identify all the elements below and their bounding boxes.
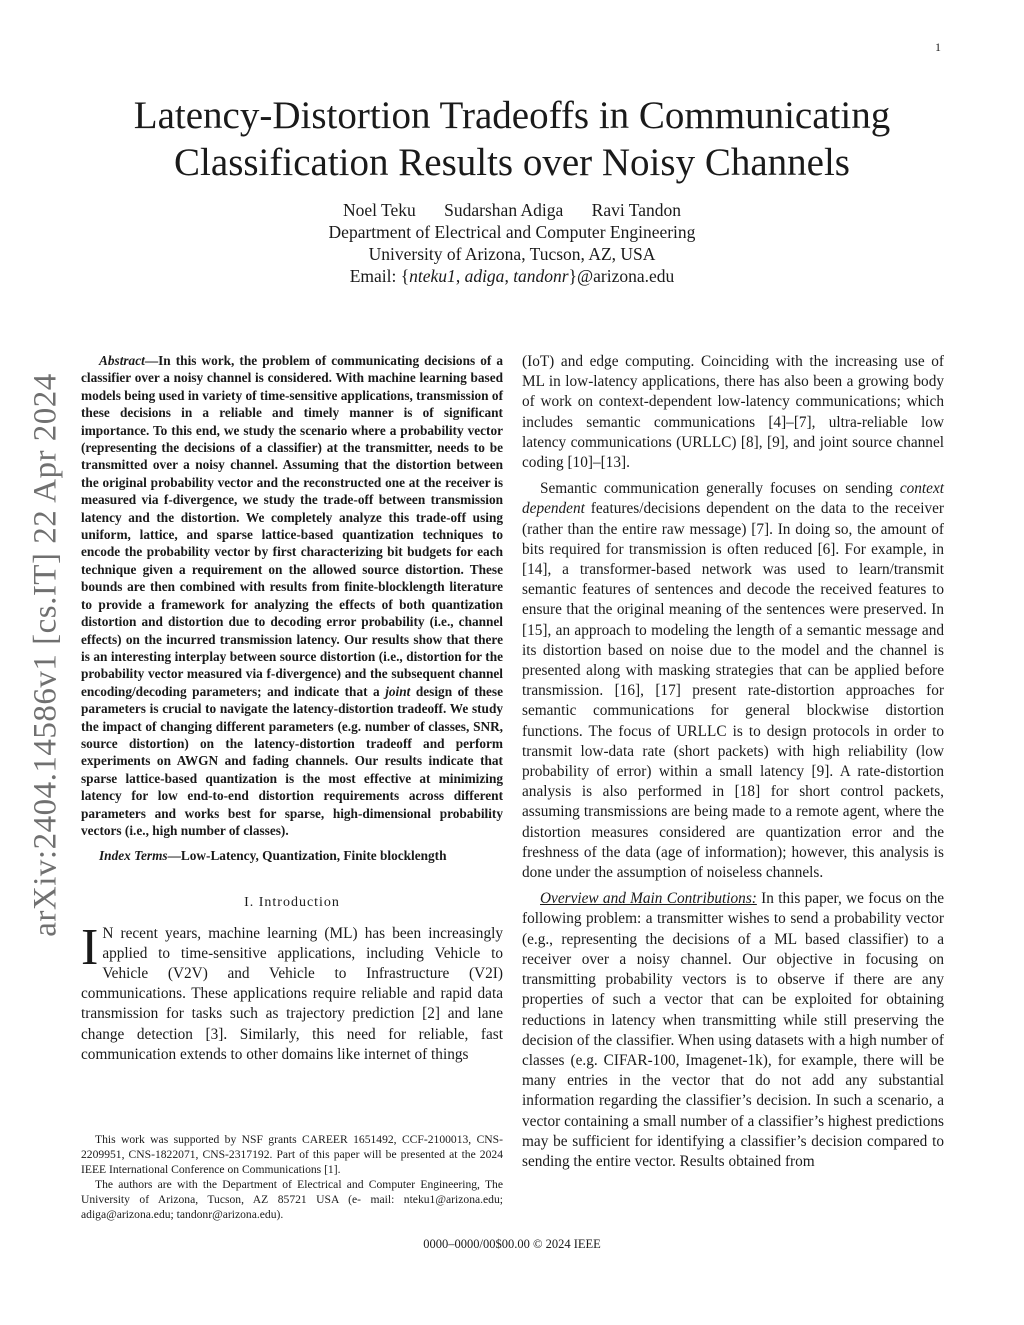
abstract-text: —In this work, the problem of communicating decisions of a classifier over a noisy channel is considered. With machine learning based models being used in variety of time-sensitive applications, transmission of these decisions in a reliable and timely manner is of significant importance. To this end, we study the scenario where a probability vector (representing the decisions of a classifier) at the transmitter, needs to be transmitted over a noisy channel. Assuming that the distortion between the original probability vector and the reconstructed one at the receiver is measured via f-divergence, we study the trade-off between transmission latency and the distortion. We completely analyze this trade-off using uniform, lattice, and sparse lattice-based quantization techniques to encode the probability vector by first characterizing bit budgets for each technique given a requirement on the allowed source distortion. These bounds are then combined with results from finite-blocklength literature to provide a framework for analyzing the effects of both quantization distortion and distortion due to decoding error probability (i.e., channel effects) on the incurred transmission latency. Our results show that there is an interesting interplay between source distortion (i.e., distortion for the probability vector measured via f-divergence) and the subsequent channel encoding/decoding parameters; and indicate that a [81,353,503,699]
body-text: In this paper, we focus on the following problem: a transmitter wishes to send a probability vector (e.g., representing the decisions of a ML based classifier) to a receiver over a noisy channel. Our objective in focusing on transmitting probability vectors is to observe if there are any properties of such a vector that can be exploited for obtaining reductions in latency when transmitting while still preserving the decision of the classifier. When using datasets with a high number of classes (e.g. CIFAR-100, Imagenet-1k), for example, there will be many entries in the vector that do not add any substantial information regarding the classifier’s decision. In such a scenario, a vector containing a small number of a classifier’s highest predictions may be sufficient for identifying a classifier’s decision compared to sending the entire vector. Results obtained from [522,890,945,1170]
author-name: Noel Teku [342,200,416,220]
paper-title [0,92,1024,186]
abstract [81,352,503,839]
index-terms-label: Index Terms [99,848,168,864]
email-prefix: Email: { [349,266,410,286]
index-terms-text: —Low-Latency, Quantization, Finite blocklength [167,848,447,864]
email-line [0,265,1024,287]
body-paragraph: (IoT) and edge computing. Coinciding with the increasing use of ML in low-latency applications, there has also been a growing body of work on context-dependent low-latency communications; which includes semantic communications [4]–[7], ultra-reliable low latency communications (URLLC) [8], [9], and joint source channel coding [10]–[13]. [522,353,944,472]
title-line-1: Latency-Distortion Tradeoffs in Communicating [133,94,891,137]
abstract-label: Abstract [99,353,145,368]
email-user: tandonr [513,266,569,286]
page-number: 1 [935,40,941,54]
email-separator: , [455,266,465,286]
intro-text: N recent years, machine learning (ML) has been increasingly applied to time-sensitive applications, including Vehicle to Vehicle (V2V) and Vehicle to Infrastructure (V2I) communications. These applications require reliable and rapid data transmission for tasks such as trajectory prediction [2] and lane change detection [3]. Similarly, this need for reliable, fast communication extends to other domains like internet of things [81,924,503,1063]
body-emphasis: context dependent [522,480,944,518]
university: University of Arizona, Tucson, AZ, USA [368,244,656,264]
email-separator: , [504,266,514,286]
arxiv-identifier: arXiv:2404.14586v1 [cs.IT] 22 Apr 2024 [27,373,64,937]
body-text: Semantic communication generally focuses on sending [540,480,900,498]
email-suffix: }@arizona.edu [568,266,675,286]
drop-cap: I [81,918,99,976]
author-name: Ravi Tandon [591,200,681,220]
email-user: nteku1 [409,266,456,286]
section-heading: I. Introduction [244,895,340,911]
intro-paragraph [81,918,503,1065]
author-block [0,199,1024,287]
abstract-emphasis: joint [385,683,411,699]
copyright-notice: 0000–0000/00$00.00 © 2024 IEEE [423,1237,601,1251]
footnote [81,1132,503,1222]
footnote-affiliation: The authors are with the Department of Electrical and Computer Engineering, The University of Arizona, Tucson, AZ 85721 USA (e- mail: nteku1@arizona.edu; adiga@arizona.edu; tandonr@arizona.edu). [81,1178,503,1221]
paragraph-heading: Overview and Main Contributions: [540,890,757,908]
left-column [81,352,503,1065]
author-name: Sudarshan Adiga [444,200,564,220]
affiliation: Department of Electrical and Computer Engineering [328,222,696,242]
footnote-funding: This work was supported by NSF grants CAREER 1651492, CCF-2100013, CNS-2209951, CNS-1822071, CNS-2317192. Part of this paper will be presented at the 2024 IEEE International Conference on Communications [1]. [81,1133,503,1176]
abstract-text-continued: design of these parameters is crucial to navigate the latency-distortion tradeoff. We study the impact of changing different parameters (e.g. number of classes, SNR, source distortion) on the latency-distortion tradeoff and perform experiments on AWGN and fading channels. Our results indicate that sparse lattice-based quantization is the most effective at minimizing latency for low end-to-end distortion requirements across different parameters and works best for sparse, high-dimensional probability vectors (i.e., high number of classes). [81,683,503,838]
title-line-2: Classification Results over Noisy Channels [174,141,850,184]
right-column [522,352,944,1178]
index-terms [81,847,503,865]
email-user: adiga [464,266,505,286]
author-names [0,199,1024,221]
body-paragraph [522,479,944,883]
body-text: features/decisions dependent on the data to the receiver (rather than the entire raw message) [7]. In doing so, the amount of bits required for transmission is often reduced [6]. For example, in [14], a transformer-based network was used to learn/transmit semantic features of sentences and decode the received features to ensure that the original meaning of the sentences were preserved. In [15], an approach to modeling the length of a semantic message and its distortion based on noise due to the model and the channel is presented along with masking strategies that can be applied before transmission. [16], [17] present rate-distortion approaches for semantic communications for general blockwise distortion functions. The focus of URLLC is to design protocols in order to transmit low-data rate (short packets) with high reliability (low probability of error) within a small latency [9]. A rate-distortion analysis is also performed in [18] for short control packets, assuming transmissions are being made to a remote agent, where the distortion measures considered are quantization error and the freshness of the data (age of information); however, this analysis is done under the assumption of noiseless channels. [522,500,944,882]
body-paragraph [522,889,944,1172]
